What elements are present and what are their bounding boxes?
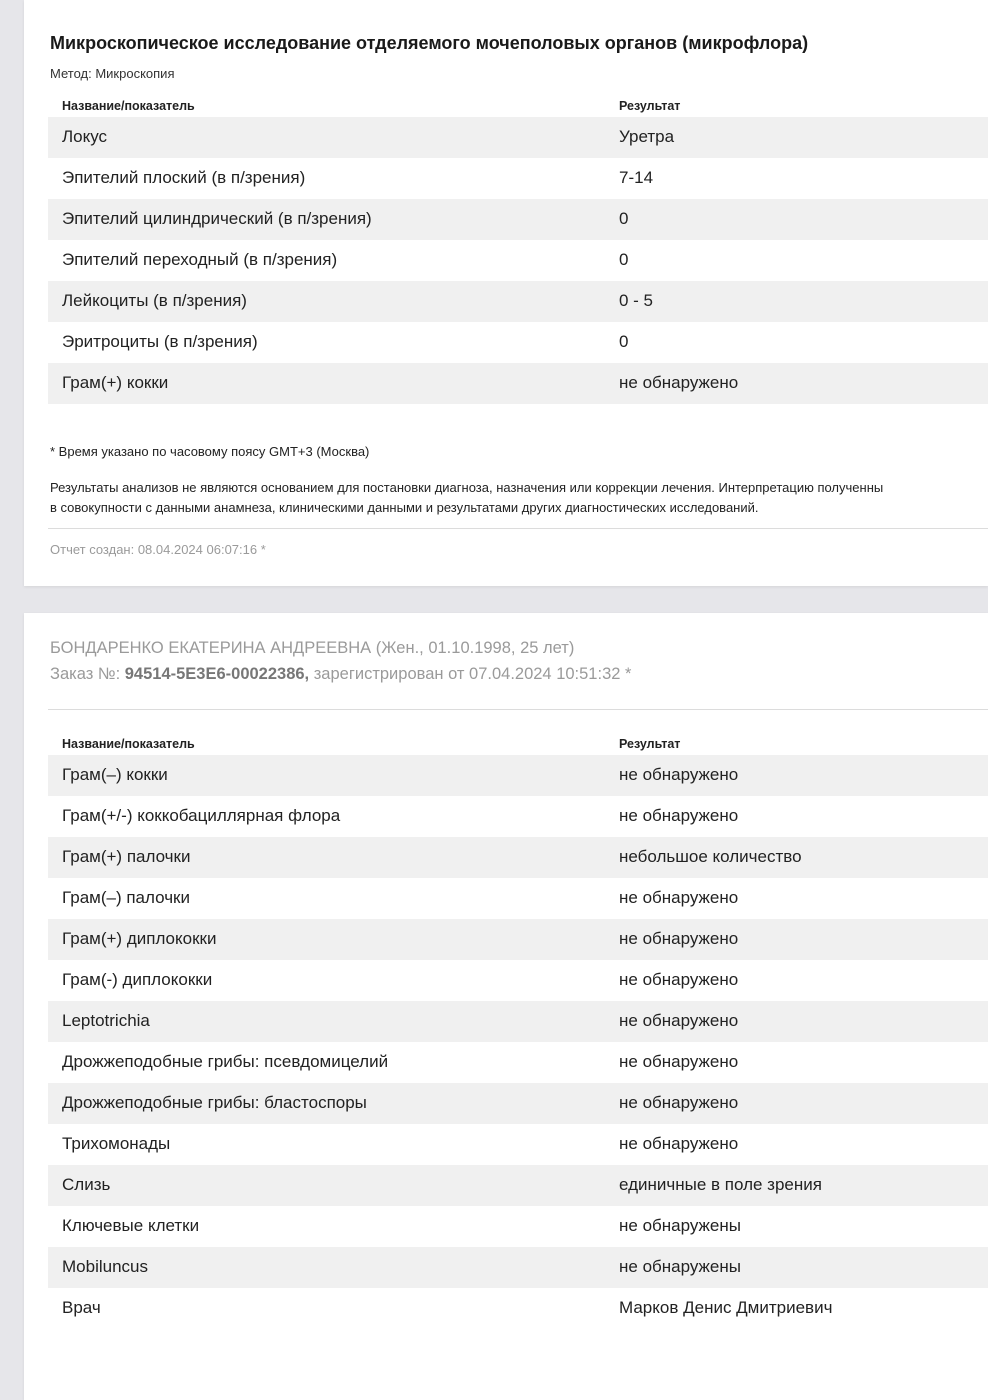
table-row — [48, 1206, 988, 1247]
row-result: не обнаружено — [619, 929, 739, 948]
row-result: Уретра — [619, 127, 675, 146]
order-suffix: зарегистрирован от 07.04.2024 10:51:32 * — [309, 665, 632, 683]
results-table-1 — [48, 93, 988, 404]
divider — [48, 709, 988, 710]
column-header-name: Название/показатель — [62, 99, 195, 113]
row-result: не обнаружены — [619, 1216, 741, 1235]
table-row — [48, 281, 988, 322]
row-name: Ключевые клетки — [62, 1216, 200, 1235]
row-name: Эпителий цилиндрический (в п/зрения) — [62, 209, 372, 228]
row-name: Грам(–) кокки — [62, 765, 168, 784]
report-page-2 — [24, 613, 988, 1400]
results-table-2 — [48, 731, 988, 1329]
row-name: Грам(-) диплококки — [62, 970, 213, 989]
table-row — [48, 1083, 988, 1124]
row-name: Грам(+/-) коккобациллярная флора — [62, 806, 341, 825]
table-row — [48, 1042, 988, 1083]
table-row — [48, 837, 988, 878]
timezone-note: * Время указано по часовому поясу GMT+3 (Москва) — [50, 444, 370, 459]
row-name: Грам(+) кокки — [62, 373, 169, 392]
row-name: Mobiluncus — [62, 1257, 148, 1276]
row-name: Грам(–) палочки — [62, 888, 190, 907]
disclaimer — [50, 478, 988, 518]
column-header-result: Результат — [619, 99, 681, 113]
row-result: единичные в поле зрения — [619, 1175, 822, 1194]
row-name: Слизь — [62, 1175, 111, 1194]
row-name: Лейкоциты (в п/зрения) — [62, 291, 247, 310]
table-row — [48, 755, 988, 796]
test-title: Микроскопическое исследование отделяемого мочеполовых органов (микрофлора) — [50, 33, 809, 53]
table-header — [48, 93, 988, 117]
row-result: Марков Денис Дмитриевич — [619, 1298, 833, 1317]
report-created: Отчет создан: 08.04.2024 06:07:16 * — [50, 542, 266, 557]
table-row — [48, 796, 988, 837]
table-row — [48, 158, 988, 199]
table-row — [48, 1165, 988, 1206]
row-result: 7-14 — [619, 168, 654, 187]
row-result: не обнаружено — [619, 1134, 739, 1153]
table-row — [48, 363, 988, 404]
table-row — [48, 240, 988, 281]
row-result: не обнаружено — [619, 373, 739, 392]
row-result: не обнаружено — [619, 888, 739, 907]
disclaimer-line: Результаты анализов не являются основанием для постановки диагноза, назначения или коррекции лечения. Интерпретацию полученны — [50, 480, 884, 495]
table-row — [48, 878, 988, 919]
order-number: 94514-5E3E6-00022386, — [124, 665, 310, 683]
table-row — [48, 322, 988, 363]
row-result: небольшое количество — [619, 847, 802, 866]
row-name: Трихомонады — [62, 1134, 171, 1153]
table-header — [48, 731, 988, 755]
table-row — [48, 1288, 988, 1329]
row-result: 0 — [619, 332, 629, 351]
row-result: не обнаружено — [619, 765, 739, 784]
row-result: не обнаружено — [619, 1093, 739, 1112]
table-row — [48, 1001, 988, 1042]
row-name: Врач — [62, 1298, 101, 1317]
row-result: 0 - 5 — [619, 291, 654, 310]
row-name: Локус — [62, 127, 108, 146]
row-name: Дрожжеподобные грибы: псевдомицелий — [62, 1052, 389, 1071]
row-result: 0 — [619, 209, 629, 228]
table-row — [48, 919, 988, 960]
row-name: Дрожжеподобные грибы: бластоспоры — [62, 1093, 367, 1112]
order-prefix: Заказ №: — [50, 665, 125, 683]
table-row — [48, 1247, 988, 1288]
column-header-name: Название/показатель — [62, 737, 195, 751]
disclaimer-line: в совокупности с данными анамнеза, клиническими данными и результатами других диагностических исследований. — [50, 500, 759, 515]
row-name: Грам(+) палочки — [62, 847, 191, 866]
row-name: Эпителий плоский (в п/зрения) — [62, 168, 306, 187]
row-name: Leptotrichia — [62, 1011, 150, 1030]
row-result: не обнаружено — [619, 1052, 739, 1071]
column-header-result: Результат — [619, 737, 681, 751]
test-method: Метод: Микроскопия — [50, 66, 175, 81]
table-row — [48, 960, 988, 1001]
row-result: не обнаружено — [619, 806, 739, 825]
divider — [48, 528, 988, 529]
order-info — [50, 665, 631, 684]
row-result: не обнаружено — [619, 970, 739, 989]
table-row — [48, 199, 988, 240]
table-row — [48, 1124, 988, 1165]
row-name: Эритроциты (в п/зрения) — [62, 332, 258, 351]
table-row — [48, 117, 988, 158]
row-result: 0 — [619, 250, 629, 269]
row-result: не обнаружены — [619, 1257, 741, 1276]
patient-info: БОНДАРЕНКО ЕКАТЕРИНА АНДРЕЕВНА (Жен., 01.10.1998, 25 лет) — [50, 639, 575, 657]
row-result: не обнаружено — [619, 1011, 739, 1030]
row-name: Грам(+) диплококки — [62, 929, 217, 948]
report-page-1 — [24, 0, 988, 586]
row-name: Эпителий переходный (в п/зрения) — [62, 250, 338, 269]
